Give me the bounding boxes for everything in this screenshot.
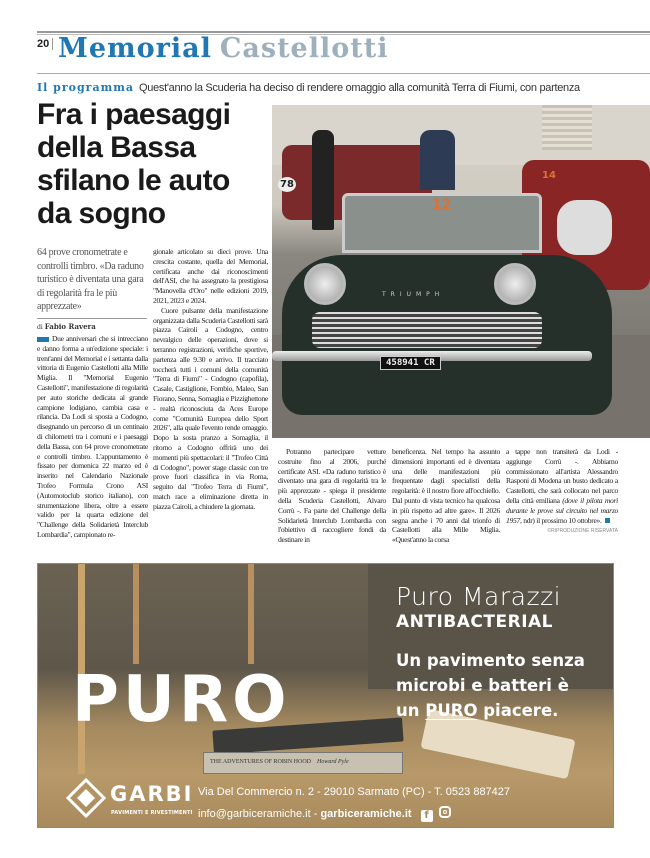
driver-arm <box>557 200 612 255</box>
kicker-label: Il programma <box>37 81 134 94</box>
license-plate: 458941 CR <box>380 356 441 370</box>
company-subtitle: PAVIMENTI E RIVESTIMENTI <box>111 810 193 816</box>
spectator <box>420 130 455 190</box>
car-badge: TRIUMPH <box>382 291 445 298</box>
kicker <box>37 81 647 94</box>
headline: Fra i paesaggi della Bassa sfilano le auto da sogno <box>37 98 231 230</box>
claim-part: piacere. <box>477 701 559 720</box>
article-text: Due anniversari che si intrecciano e danno forma a un'edizione speciale: i trent'anni del Memorial e i settanta dalla vittoria di Eugenio Castellotti alla Mille Miglia. Il "Memorial Eugenio Castellotti", manifestazione di regolarità per auto storiche dedicata al grande campione lodigiano, cambia casa e rilancia. Da Lodi si sposta a Codogno, disegnando un percorso di un centinaio di chilometri tra i comuni e i paesaggi della Bassa, con 64 prove cronometrate e controlli timbro. L'appuntamento è fissato per domenica 22 marzo ed è inserito nel Calendario Nazionale Trofeo Formula Crono ASI (Automotoclub storico italiano), con strumentazione libera, oltre a essere valido per la quarta edizione del "Challenge della Solidarietà Interclub Lombardia", campionato re- <box>37 334 148 539</box>
article-summary: 64 prove cronometrate e controlli timbro. «Da raduno turistico è diventata una gara di regolarità fra le più apprezzate» <box>37 247 144 312</box>
company-address: Via Del Commercio n. 2 - 29010 Sarmato (PC) - T. 0523 887427 <box>198 786 511 798</box>
claim-line: Un pavimento senza <box>396 651 585 670</box>
article-column-5 <box>506 447 618 534</box>
book-spine <box>203 752 403 774</box>
article-column-1 <box>37 334 148 540</box>
website-link[interactable]: garbiceramiche.it <box>320 808 412 820</box>
section-primary: Memorial <box>58 33 212 64</box>
article-text: beneficenza. Nel tempo ha assunto dimensioni importanti ed è diventata una delle manifestazioni più frequentate dagli specialisti della regolarità: è il nostro fiore all'occhiello. Dal punto di vista tecnico ha qualcosa in più rispetto ad altre gare». Il 2026 segna anche i 70 anni dal trionfo di Castellotti alla Mille Miglia. «Quest'anno la corsa <box>392 447 500 545</box>
byline-author: Fabio Ravera <box>44 322 96 331</box>
chair-leg <box>133 564 139 664</box>
race-number-78: 78 <box>280 179 294 190</box>
ad-claim <box>396 648 585 723</box>
ad-product-name: PURO <box>72 663 291 737</box>
article-column-3 <box>278 447 386 545</box>
page-number: 20 <box>37 38 53 50</box>
claim-part: PURO <box>425 701 478 720</box>
claim-line <box>396 698 585 723</box>
article-text-italic: (dove il pilota morì durante le prove sul circuito nel marzo 1957, <box>506 495 618 525</box>
byline-prefix: di <box>37 322 43 331</box>
article-text: a tappe non transiterà da Lodi - aggiunge Corrù -. Abbiamo commissionato all'artista Alessandro Rasponi di Modena un busto dedicato a Castellotti, che sarà collocato nel parco della città emiliana <box>506 447 618 505</box>
shutter <box>542 105 592 150</box>
book-author: Howard Pyle <box>317 759 349 765</box>
article-text: Potranno partecipare vetture costruite fino al 2006, purché certificate ASI. «Da raduno turistico è diventato una gara di regolarità tra le più apprezzate - spiega il presidente della Scuderia Castellotti, Alvaro Corrù -. Fa parte del Challenge della Solidarietà Interclub Lombardia con l'obiettivo di raccogliere fondi da destinare in <box>278 447 386 545</box>
chair-leg <box>248 564 254 664</box>
company-contacts <box>198 806 451 822</box>
instagram-icon[interactable] <box>439 806 451 818</box>
company-name: GARBI <box>110 782 194 806</box>
claim-part: un <box>396 701 426 720</box>
article-text: Cuore pulsante della manifestazione organizzata dalla Scuderia Castellotti sarà piazza Cairoli a Codogno, centro nevralgico delle operazioni, dove si terranno registrazioni, verifiche sportive, partenza alle 9.30 e arrivo. Il tracciato toccherà tutti i comuni della comunità "Terra di Fiumi" - Codogno (capofila), Casale, Castiglione, Fombio, Maleo, San Fiorano, Senna, Somaglia e Pizzighettone - realtà riconosciuta da Aces Europe come "Comunità Europea dello Sport 2026", alla quale l'evento rende omaggio. Dopo la sosta pranzo a Somaglia, il ritorno a Codogno offrirà uno dei momenti più spettacolari: il "Trofeo Città di Codogno", power stage classic con tre prove fuori classifica in via Roma, seguito dal "Trofeo Terra di Fiumi", match race a eliminazione diretta in piazza Cairoli, a chiudere la giornata. <box>153 305 268 511</box>
book-title: THE ADVENTURES OF ROBIN HOOD <box>210 759 312 765</box>
facebook-icon[interactable]: f <box>421 810 433 822</box>
end-marker <box>605 518 610 523</box>
article-text: gionale articolato su dieci prove. Una crescita costante, quella del Memorial, certificata anche dai riconoscimenti dell'ASI, che ha assegnato la prestigiosa "Manovella d'Oro" nelle edizioni 2019, 2021, 2023 e 2024. <box>153 247 268 305</box>
byline <box>37 318 147 331</box>
claim-line: microbi e batteri è <box>396 676 569 695</box>
ad-brand-line: Puro Marazzi <box>396 582 562 611</box>
email-link[interactable]: info@garbiceramiche.it <box>198 808 311 820</box>
paragraph-marker <box>37 337 49 342</box>
advertisement[interactable] <box>37 563 614 828</box>
article-column-2 <box>153 247 268 512</box>
kicker-text: Quest'anno la Scuderia ha deciso di rendere omaggio alla comunità Terra di Fiumi, con partenza <box>139 82 580 94</box>
race-number-12: 12 <box>432 197 452 213</box>
spectator <box>312 130 334 230</box>
section-secondary: Castellotti <box>219 33 389 64</box>
article-column-4 <box>392 447 500 545</box>
section-rule <box>37 73 650 74</box>
article-text: ndr) il prossimo 10 ottobre». <box>523 515 602 525</box>
article-photo <box>272 105 650 438</box>
grille <box>312 312 542 348</box>
headlight-left <box>304 263 346 305</box>
ad-subline: ANTIBACTERIAL <box>396 612 554 632</box>
race-number-14: 14 <box>542 170 556 181</box>
headlight-right <box>494 263 536 305</box>
separator: - <box>310 808 321 820</box>
garbi-logo-icon <box>66 778 106 818</box>
section-title <box>58 33 388 64</box>
copyright: ©RIPRODUZIONE RISERVATA <box>547 528 618 535</box>
